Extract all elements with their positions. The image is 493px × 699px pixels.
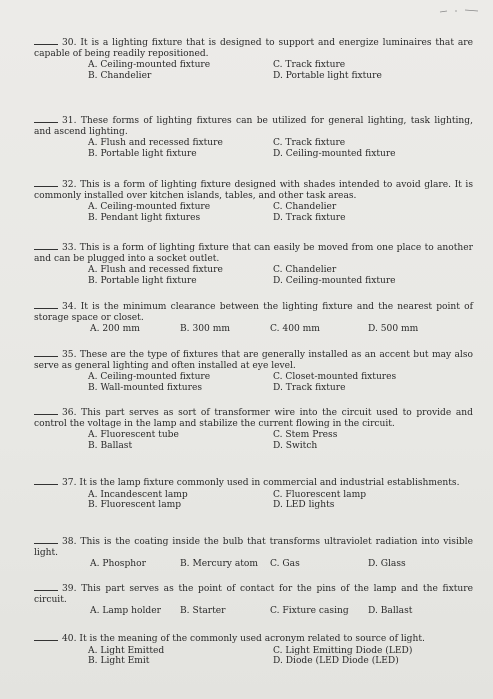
option-a: A. Lamp holder (90, 606, 161, 617)
option-d: D. Ceiling-mounted fixture (273, 275, 396, 286)
option-b: B. Portable light fixture (88, 148, 197, 159)
options (34, 138, 473, 159)
option-d: D. Ballast (368, 606, 413, 617)
option-b: B. Wall-mounted fixtures (88, 382, 202, 393)
question-37 (34, 478, 473, 511)
option-b: B. Fluorescent lamp (88, 500, 182, 511)
option-a: A. Ceiling-mounted fixture (88, 202, 211, 213)
option-d: D. LED lights (273, 500, 335, 511)
question-number: 40. (62, 634, 77, 644)
options (34, 430, 473, 451)
options (34, 372, 473, 393)
option-c: C. Chandelier (273, 265, 337, 276)
answer-blank[interactable] (34, 44, 58, 45)
option-b: B. Chandelier (88, 70, 152, 81)
question-number: 34. (62, 302, 77, 312)
answer-blank[interactable] (34, 543, 58, 544)
options (34, 646, 473, 667)
question-stem: It is the lamp fixture commonly used in commercial and industrial establishments. (79, 478, 460, 488)
question-34 (34, 302, 473, 335)
option-a: A. 200 mm (90, 324, 140, 335)
question-30 (34, 38, 473, 81)
question-38 (34, 537, 473, 570)
question-31 (34, 116, 473, 159)
question-number: 30. (62, 38, 77, 48)
question-39 (34, 584, 473, 617)
option-a: A. Flush and recessed fixture (88, 265, 223, 276)
option-c: C. 400 mm (270, 324, 320, 335)
question-number: 33. (62, 243, 77, 253)
option-b: B. Light Emit (88, 656, 150, 667)
answer-blank[interactable] (34, 308, 58, 309)
option-d: D. 500 mm (368, 324, 419, 335)
options (34, 202, 473, 223)
question-number: 38. (62, 537, 77, 547)
option-a: A. Phosphor (90, 559, 146, 570)
answer-blank[interactable] (34, 590, 58, 591)
question-stem: This part serves as the point of contact for the pins of the lamp and the fixture circuit. (34, 584, 473, 605)
option-a: A. Fluorescent tube (88, 430, 179, 441)
option-b: B. Starter (180, 606, 226, 617)
answer-blank[interactable] (34, 414, 58, 415)
options (34, 490, 473, 511)
option-c: C. Closet-mounted fixtures (273, 372, 397, 383)
option-b: B. 300 mm (180, 324, 230, 335)
option-a: A. Light Emitted (88, 645, 165, 656)
question-number: 35. (62, 350, 77, 360)
option-c: C. Fixture casing (270, 606, 349, 617)
option-b: B. Pendant light fixtures (88, 212, 201, 223)
question-number: 39. (62, 584, 77, 594)
option-c: C. Track fixture (273, 138, 346, 149)
question-stem: These are the type of fixtures that are generally installed as an accent but may also serve as general lighting and often installed at eye level. (34, 350, 473, 371)
question-stem: These forms of lighting fixtures can be utilized for general lighting, task lighting, and ascend lighting. (34, 116, 473, 137)
question-35 (34, 350, 473, 393)
option-b: B. Portable light fixture (88, 275, 197, 286)
question-36 (34, 408, 473, 451)
option-c: C. Stem Press (273, 430, 338, 441)
option-c: C. Gas (270, 559, 300, 570)
option-c: C. Track fixture (273, 60, 346, 71)
answer-blank[interactable] (34, 356, 58, 357)
answer-blank[interactable] (34, 484, 58, 485)
question-stem: It is the minimum clearance between the lighting fixture and the nearest point of storage space or closet. (34, 302, 473, 323)
option-c: C. Fluorescent lamp (273, 489, 367, 500)
question-stem: This part serves as sort of transformer wire into the circuit used to provide and control the voltage in the lamp and stabilize the current flowing in the circuit. (34, 408, 473, 429)
option-d: D. Track fixture (273, 212, 346, 223)
options (34, 60, 473, 81)
question-number: 32. (62, 180, 77, 190)
question-32 (34, 180, 473, 223)
question-number: 37. (62, 478, 77, 488)
question-number: 36. (62, 408, 77, 418)
question-40 (34, 634, 473, 667)
answer-blank[interactable] (34, 640, 58, 641)
option-a: A. Ceiling-mounted fixture (88, 372, 211, 383)
question-number: 31. (62, 116, 77, 126)
option-c: C. Chandelier (273, 202, 337, 213)
question-stem: It is a lighting fixture that is designed to support and energize luminaires that are capable of being readily repositioned. (34, 38, 473, 59)
option-d: D. Glass (368, 559, 406, 570)
option-a: A. Incandescent lamp (88, 489, 188, 500)
question-stem: This is a form of lighting fixture that can easily be moved from one place to another and can be plugged into a socket outlet. (34, 243, 473, 264)
options (34, 265, 473, 286)
option-d: D. Diode (LED Diode (LED) (273, 656, 399, 667)
option-b: B. Mercury atom (180, 559, 259, 570)
option-b: B. Ballast (88, 440, 133, 451)
question-33 (34, 243, 473, 286)
answer-blank[interactable] (34, 186, 58, 187)
option-d: D. Track fixture (273, 382, 346, 393)
pen-mark (439, 8, 479, 14)
options (34, 606, 473, 617)
option-c: C. Light Emitting Diode (LED) (273, 645, 413, 656)
options (34, 324, 473, 335)
question-stem: This is the coating inside the bulb that transforms ultraviolet radiation into visible light. (34, 537, 473, 558)
answer-blank[interactable] (34, 122, 58, 123)
option-d: D. Portable light fixture (273, 70, 382, 81)
option-d: D. Ceiling-mounted fixture (273, 148, 396, 159)
option-a: A. Ceiling-mounted fixture (88, 60, 211, 71)
question-stem: This is a form of lighting fixture designed with shades intended to avoid glare. It is commonly installed over kitchen islands, tables, and other task areas. (34, 180, 473, 201)
option-a: A. Flush and recessed fixture (88, 138, 223, 149)
option-d: D. Switch (273, 440, 318, 451)
answer-blank[interactable] (34, 249, 58, 250)
options (34, 559, 473, 570)
question-stem: It is the meaning of the commonly used acronym related to source of light. (79, 634, 425, 644)
